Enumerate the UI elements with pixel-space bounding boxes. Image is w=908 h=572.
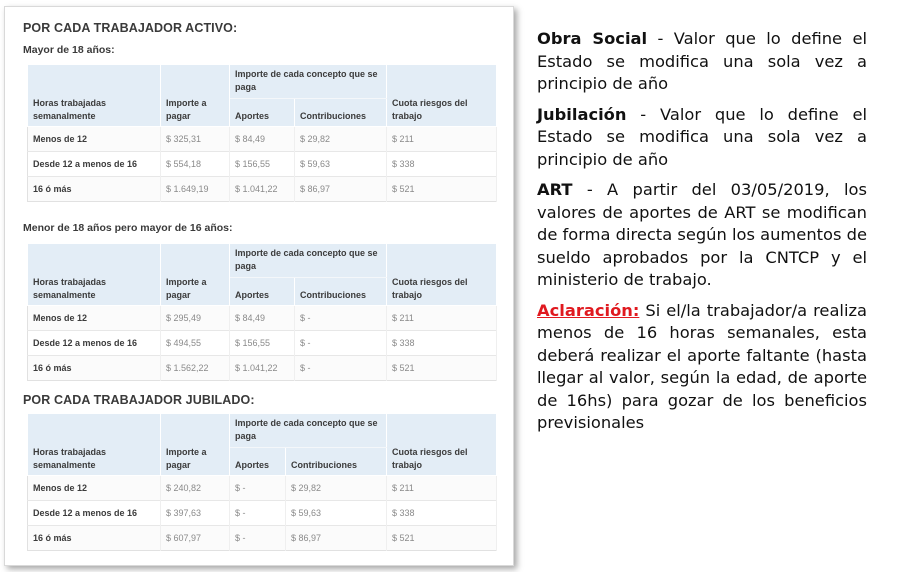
header-contribuciones: Contribuciones <box>295 278 387 306</box>
note-title: ART <box>537 180 573 199</box>
risk-cell: $ 211 <box>387 476 497 501</box>
contribuciones-cell: $ 59,63 <box>295 152 387 177</box>
contribuciones-cell: $ 29,82 <box>295 127 387 152</box>
note-title: Jubilación <box>537 104 627 124</box>
row-label: 16 ó más <box>28 177 161 202</box>
risk-cell: $ 521 <box>387 356 497 381</box>
amount-cell: $ 325,31 <box>161 127 230 152</box>
table-row <box>28 152 497 177</box>
contribuciones-cell: $ - <box>295 306 387 331</box>
note-text: Si el/la trabajador/a realiza menos de 16 horas semanales, esta deberá realizar el aporte faltante (hasta llegar al valor, según la edad, de aporte de 16hs) para gozar de los beneficios previsionales <box>537 300 867 432</box>
note-art <box>537 179 867 292</box>
header-aportes: Aportes <box>230 278 295 306</box>
table-row <box>28 476 497 501</box>
header-aportes: Aportes <box>230 99 295 127</box>
section-subheading-16-to-18: Menor de 18 años pero mayor de 16 años: <box>23 222 233 234</box>
note-text: - A partir del 03/05/2019, los valores de aportes de ART se modifican de forma directa según los aumentos de sueldo aprobados por la CNTCP y el ministerio de trabajo. <box>537 180 867 289</box>
aportes-cell: $ - <box>230 501 286 526</box>
notes-column <box>537 28 867 443</box>
note-title: Obra Social <box>537 29 648 48</box>
risk-cell: $ 211 <box>387 127 497 152</box>
row-label: 16 ó más <box>28 526 161 551</box>
rates-table-active-16-to-18 <box>27 243 497 381</box>
header-amount: Importe a pagar <box>161 65 230 127</box>
note-aclaracion <box>537 300 867 435</box>
table-row <box>28 526 497 551</box>
table-row <box>28 306 497 331</box>
amount-cell: $ 554,18 <box>161 152 230 177</box>
row-label: Menos de 12 <box>28 476 161 501</box>
note-text: - Valor que lo define el Estado se modifica una sola vez a principio de año <box>537 104 867 169</box>
header-amount: Importe a pagar <box>161 244 230 306</box>
risk-cell: $ 338 <box>387 501 497 526</box>
row-label: Desde 12 a menos de 16 <box>28 152 161 177</box>
table-row <box>28 127 497 152</box>
amount-cell: $ 494,55 <box>161 331 230 356</box>
table-row <box>28 331 497 356</box>
amount-cell: $ 295,49 <box>161 306 230 331</box>
aportes-cell: $ 156,55 <box>230 152 295 177</box>
contribution-tables-panel <box>4 6 514 566</box>
header-concept-group: Importe de cada concepto que se paga <box>230 65 387 99</box>
header-hours: Horas trabajadas semanalmente <box>28 414 161 476</box>
note-obra-social <box>537 28 867 96</box>
amount-cell: $ 397,63 <box>161 501 230 526</box>
header-contribuciones: Contribuciones <box>295 99 387 127</box>
risk-cell: $ 521 <box>387 526 497 551</box>
table-row <box>28 177 497 202</box>
header-concept-group: Importe de cada concepto que se paga <box>230 414 387 448</box>
aportes-cell: $ - <box>230 526 286 551</box>
row-label: 16 ó más <box>28 356 161 381</box>
rates-table-active-over-18 <box>27 64 497 202</box>
row-label: Menos de 12 <box>28 127 161 152</box>
row-label: Menos de 12 <box>28 306 161 331</box>
contribuciones-cell: $ 59,63 <box>286 501 387 526</box>
header-risk: Cuota riesgos del trabajo <box>387 65 497 127</box>
header-concept-group: Importe de cada concepto que se paga <box>230 244 387 278</box>
row-label: Desde 12 a menos de 16 <box>28 501 161 526</box>
note-jubilacion <box>537 104 867 172</box>
amount-cell: $ 1.562,22 <box>161 356 230 381</box>
header-aportes: Aportes <box>230 448 286 476</box>
table-row <box>28 356 497 381</box>
note-title: Aclaración: <box>537 300 640 320</box>
contribuciones-cell: $ 29,82 <box>286 476 387 501</box>
amount-cell: $ 607,97 <box>161 526 230 551</box>
section-subheading-over-18: Mayor de 18 años: <box>23 44 115 56</box>
aportes-cell: $ 156,55 <box>230 331 295 356</box>
contribuciones-cell: $ 86,97 <box>295 177 387 202</box>
rates-table-retired <box>27 413 497 551</box>
aportes-cell: $ 1.041,22 <box>230 356 295 381</box>
risk-cell: $ 521 <box>387 177 497 202</box>
contribuciones-cell: $ - <box>295 331 387 356</box>
amount-cell: $ 240,82 <box>161 476 230 501</box>
header-hours: Horas trabajadas semanalmente <box>28 244 161 306</box>
aportes-cell: $ 1.041,22 <box>230 177 295 202</box>
aportes-cell: $ 84,49 <box>230 127 295 152</box>
risk-cell: $ 211 <box>387 306 497 331</box>
contribuciones-cell: $ - <box>295 356 387 381</box>
header-amount: Importe a pagar <box>161 414 230 476</box>
section-heading-active: POR CADA TRABAJADOR ACTIVO: <box>23 21 238 35</box>
section-heading-retired: POR CADA TRABAJADOR JUBILADO: <box>23 393 255 407</box>
header-risk: Cuota riesgos del trabajo <box>387 244 497 306</box>
aportes-cell: $ - <box>230 476 286 501</box>
aportes-cell: $ 84,49 <box>230 306 295 331</box>
table-row <box>28 501 497 526</box>
header-risk: Cuota riesgos del trabajo <box>387 414 497 476</box>
header-contribuciones: Contribuciones <box>286 448 387 476</box>
risk-cell: $ 338 <box>387 152 497 177</box>
amount-cell: $ 1.649,19 <box>161 177 230 202</box>
note-text: - Valor que lo define el Estado se modifica una sola vez a principio de año <box>537 29 868 93</box>
header-hours: Horas trabajadas semanalmente <box>28 65 161 127</box>
contribuciones-cell: $ 86,97 <box>286 526 387 551</box>
risk-cell: $ 338 <box>387 331 497 356</box>
row-label: Desde 12 a menos de 16 <box>28 331 161 356</box>
